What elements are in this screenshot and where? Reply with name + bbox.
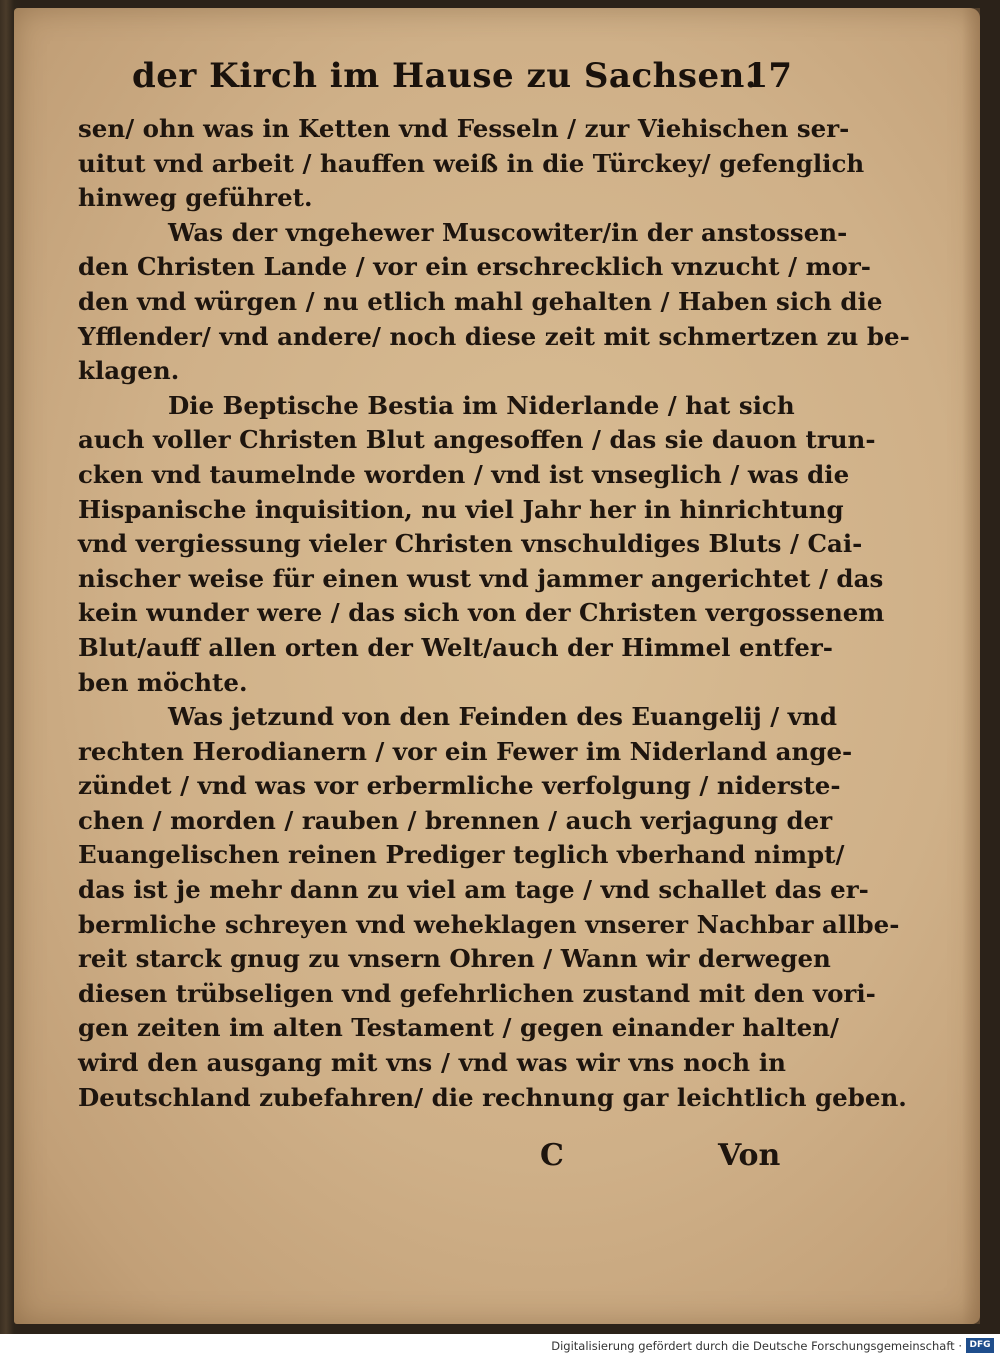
text-line: das ist je mehr dann zu viel am tage / vnd schallet das er- [78, 875, 869, 905]
funding-credit: Digitalisierung gefördert durch die Deutsche Forschungsgemeinschaft · [551, 1339, 962, 1353]
text-line: Yfflender/ vnd andere/ noch diese zeit mit schmertzen zu be- [78, 321, 910, 351]
footer-bar [0, 1334, 1000, 1358]
text-line: rechten Herodianern / vor ein Fewer im Niderland ange- [78, 736, 853, 766]
text-line: vnd vergiessung vieler Christen vnschuldiges Bluts / Cai- [78, 529, 863, 559]
text-line: cken vnd taumelnde worden / vnd ist vnseglich / was die [78, 459, 850, 489]
text-line: ben möchte. [78, 667, 248, 697]
body-text [78, 112, 910, 1115]
text-line: Deutschland zubefahren/ die rechnung gar leichtlich geben. [78, 1082, 907, 1112]
text-line: uitut vnd arbeit / hauffen weiß in die Türckey/ gefenglich [78, 148, 865, 178]
text-line: Blut/auff allen orten der Welt/auch der Himmel entfer- [78, 632, 833, 662]
text-line: auch voller Christen Blut angesoffen / das sie dauon trun- [78, 425, 876, 455]
running-head: der Kirch im Hause zu Sachsen. [132, 56, 758, 96]
text-line: Euangelischen reinen Prediger teglich vberhand nimpt/ [78, 840, 845, 870]
text-line: Was jetzund von den Feinden des Euangelij / vnd [168, 702, 837, 732]
page-header [132, 56, 792, 102]
text-line: reit starck gnug zu vnsern Ohren / Wann wir derwegen [78, 944, 831, 974]
text-line: wird den ausgang mit vns / vnd was wir vns noch in [78, 1048, 786, 1078]
text-line: hinweg geführet. [78, 183, 313, 213]
text-line: gen zeiten im alten Testament / gegen einander halten/ [78, 1013, 839, 1043]
catchword: Von [718, 1138, 781, 1173]
text-line: zündet / vnd was vor erbermliche verfolgung / niderste- [78, 771, 841, 801]
text-line: bermliche schreyen vnd weheklagen vnserer Nachbar allbe- [78, 909, 900, 939]
text-line: sen/ ohn was in Ketten vnd Fesseln / zur Viehischen ser- [78, 114, 850, 143]
text-line: Die Beptische Bestia im Niderlande / hat sich [168, 390, 795, 420]
text-line: diesen trübseligen vnd gefehrlichen zustand mit den vori- [78, 978, 876, 1008]
text-line: Was der vngehewer Muscowiter/in der anstossen- [168, 217, 848, 247]
text-line: chen / morden / rauben / brennen / auch verjagung der [78, 805, 833, 835]
text-line: kein wunder were / das sich von der Christen vergossenem [78, 598, 885, 628]
page-edge [962, 8, 980, 1324]
text-line: klagen. [78, 356, 180, 386]
text-line: den vnd würgen / nu etlich mahl gehalten / Haben sich die [78, 286, 883, 316]
signature-mark: C [540, 1138, 564, 1173]
page-number: 17 [744, 56, 792, 96]
text-line: nischer weise für einen wust vnd jammer angerichtet / das [78, 563, 884, 593]
text-line: den Christen Lande / vor ein erschrecklich vnzucht / mor- [78, 252, 871, 282]
text-line: Hispanische inquisition, nu viel Jahr her in hinrichtung [78, 494, 844, 524]
dfg-logo: DFG [966, 1338, 994, 1353]
